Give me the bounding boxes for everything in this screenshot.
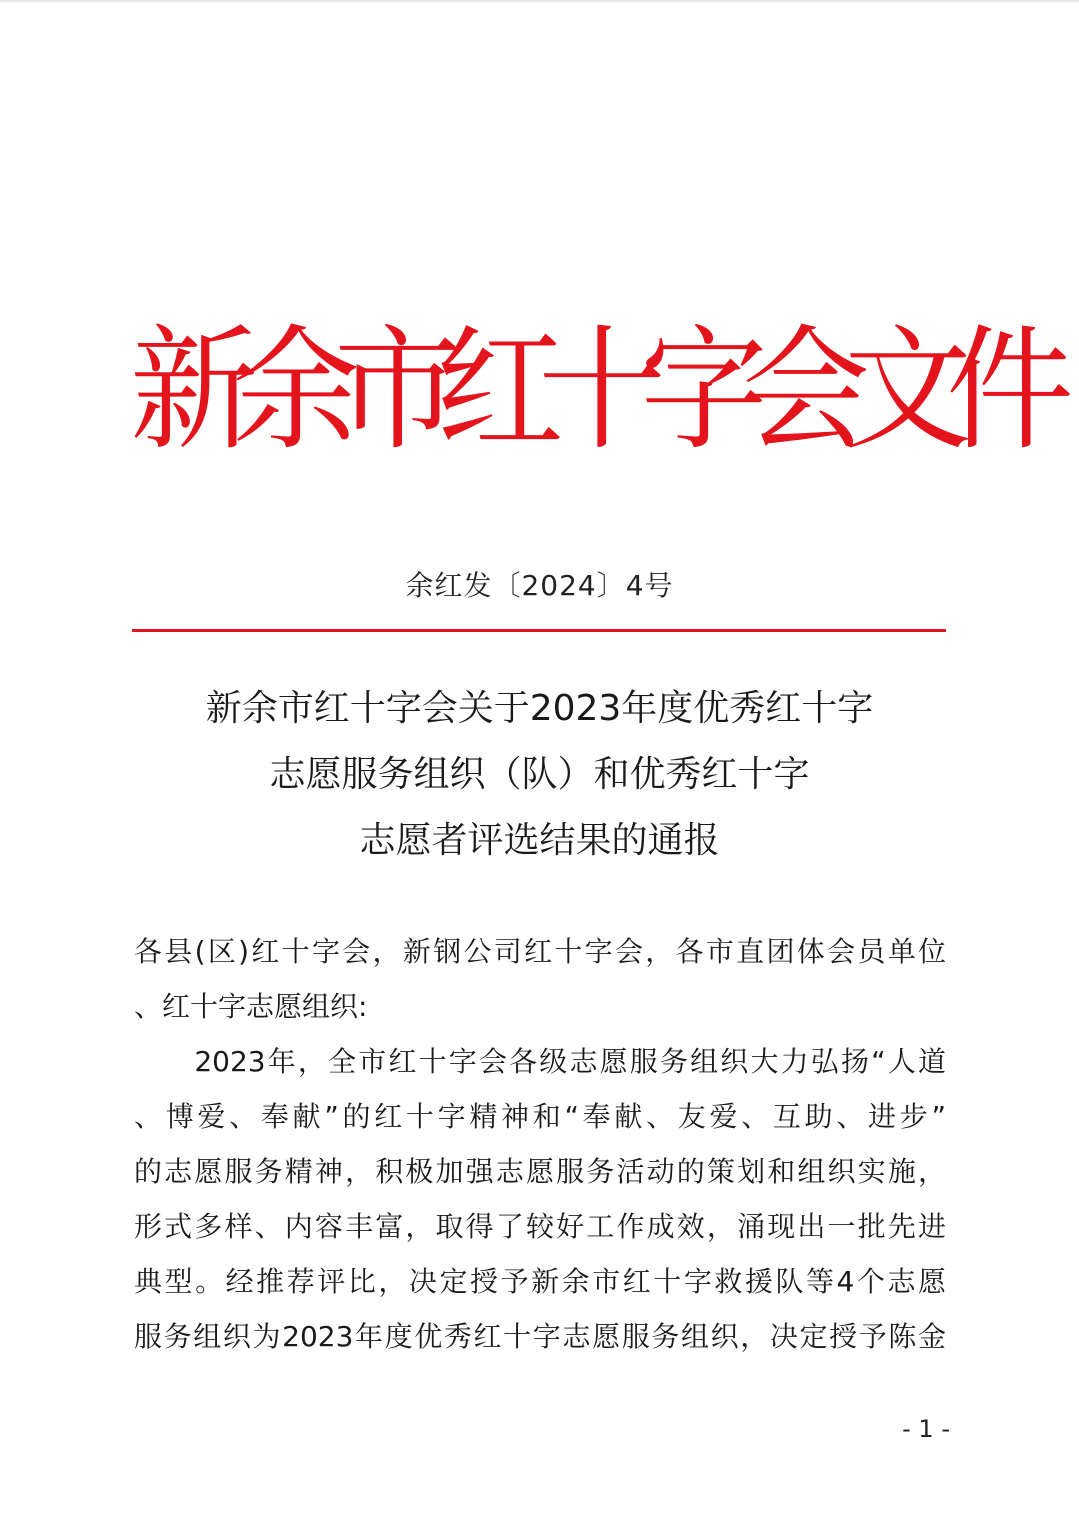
body-line: 典型。经推荐评比，决定授予新余市红十字救援队等4个志愿 [134, 1265, 946, 1298]
title-line-3: 志愿者评选结果的通报 [359, 820, 720, 861]
body-line: 、博爱、奉献”的红十字精神和“奉献、友爱、互助、进步” [134, 1100, 946, 1133]
top-border [0, 0, 1079, 2]
document-number: 余红发〔2024〕4号 [405, 569, 674, 602]
red-masthead: 新余市红十字会文件 [130, 312, 1049, 470]
body-line: 各县(区)红十字会，新钢公司红十字会，各市直团体会员单位 [134, 935, 946, 968]
body-line: 2023年，全市红十字会各级志愿服务组织大力弘扬“人道 [134, 1045, 946, 1078]
page-number: - 1 - [902, 1415, 950, 1443]
document-title [0, 676, 1079, 874]
red-separator-line [132, 629, 946, 632]
body-line: 服务组织为2023年度优秀红十字志愿服务组织，决定授予陈金 [134, 1320, 946, 1353]
body-line: 的志愿服务精神，积极加强志愿服务活动的策划和组织实施， [134, 1155, 946, 1188]
title-line-1: 新余市红十字会关于2023年度优秀红十字 [205, 688, 874, 729]
title-line-2: 志愿服务组织（队）和优秀红十字 [269, 754, 810, 795]
body-text [134, 924, 946, 1364]
body-line: 形式多样、内容丰富，取得了较好工作成效，涌现出一批先进 [134, 1210, 946, 1243]
body-line: 、红十字志愿组织: [134, 990, 368, 1023]
